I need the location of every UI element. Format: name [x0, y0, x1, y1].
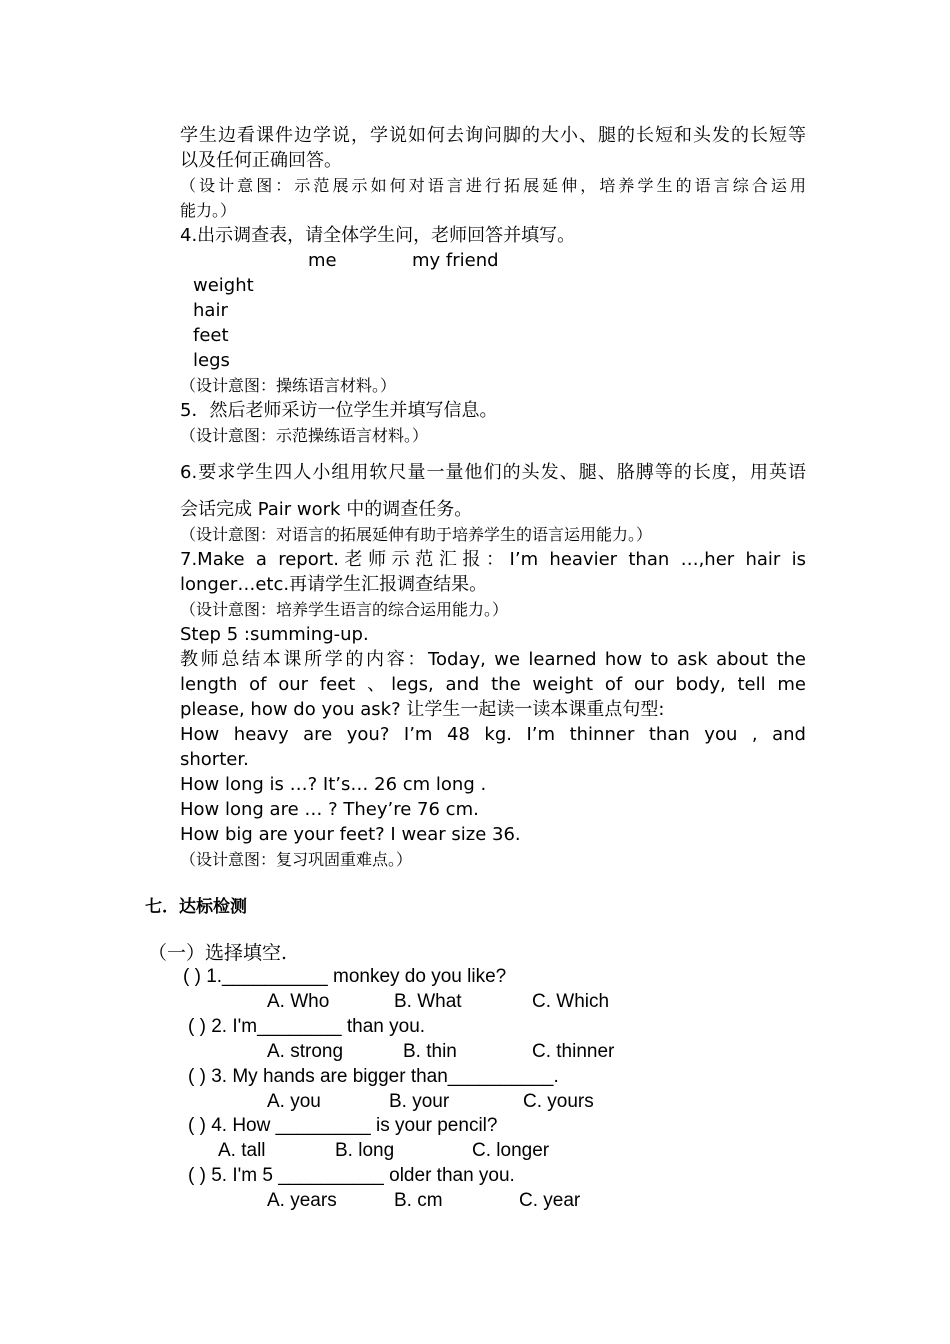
step-6-cont: 会话完成 Pair work 中的调查任务。 [180, 499, 473, 520]
design-note: （设计意图：操练语言材料。） [180, 376, 397, 395]
design-note: 能力。） [180, 201, 237, 220]
step-6: 6.要求学生四人小组用软尺量一量他们的头发、腿、胳膊等的长度，用英语 [180, 462, 806, 483]
option-a: A. years [267, 1190, 337, 1211]
design-note: （设计意图：示范操练语言材料。） [180, 426, 429, 445]
step-7: 7.Make a report.老师示范汇报：I’m heavier than …,her hair is [180, 549, 806, 570]
step-5-summing-up: Step 5 :summing-up. [180, 624, 369, 645]
option-b: B. your [389, 1091, 450, 1112]
design-note: （设计意图：示范展示如何对语言进行拓展延伸，培养学生的语言综合运用 [180, 176, 806, 195]
option-b: B. thin [403, 1041, 457, 1062]
option-b: B. cm [394, 1190, 443, 1211]
question-stem: ( ) 5. I'm 5 __________ older than you. [188, 1165, 515, 1186]
section-subtitle: （一）选择填空. [148, 942, 288, 964]
pattern-line: shorter. [180, 749, 249, 770]
option-c: C. longer [472, 1140, 550, 1161]
option-b: B. What [394, 991, 462, 1012]
pattern-line: How long are … ? They’re 76 cm. [180, 799, 479, 820]
question-stem: ( ) 1.__________ monkey do you like? [183, 966, 507, 987]
design-note: （设计意图：复习巩固重难点。） [180, 850, 413, 869]
step-4: 4.出示调查表，请全体学生问，老师回答并填写。 [180, 225, 576, 246]
question-stem: ( ) 4. How _________ is your pencil? [188, 1115, 498, 1136]
step-5: 5．然后老师采访一位学生并填写信息。 [180, 400, 498, 421]
survey-row-label: weight [193, 275, 254, 296]
option-c: C. yours [523, 1091, 594, 1112]
summary-line: 教师总结本课所学的内容：Today, we learned how to ask about the [180, 649, 806, 670]
option-c: C. year [519, 1190, 581, 1211]
survey-row-label: legs [193, 350, 230, 371]
option-c: C. Which [532, 991, 610, 1012]
question-stem: ( ) 3. My hands are bigger than__________. [188, 1066, 559, 1087]
option-a: A. strong [267, 1041, 344, 1062]
section-title: 七．达标检测 [145, 897, 247, 917]
step-7-cont: longer…etc.再请学生汇报调查结果。 [180, 574, 488, 595]
summary-line: please, how do you ask? 让学生一起读一读本课重点句型: [180, 699, 665, 720]
pattern-line: How big are your feet? I wear size 36. [180, 824, 521, 845]
pattern-line: How heavy are you? I’m 48 kg. I’m thinner than you , and [180, 724, 806, 745]
paragraph-line: 学生边看课件边学说，学说如何去询问脚的大小、腿的长短和头发的长短等 [180, 125, 806, 146]
question-stem: ( ) 2. I'm________ than you. [188, 1016, 426, 1037]
paragraph-line: 以及任何正确回答。 [180, 150, 342, 171]
option-c: C. thinner [532, 1041, 615, 1062]
survey-header-me: me [308, 250, 337, 271]
design-note: （设计意图：对语言的拓展延伸有助于培养学生的语言运用能力。） [180, 525, 653, 544]
survey-header-friend: my friend [412, 250, 499, 271]
survey-row-label: feet [193, 325, 229, 346]
option-b: B. long [335, 1140, 395, 1161]
option-a: A. Who [267, 991, 330, 1012]
pattern-line: How long is …? It’s… 26 cm long . [180, 774, 487, 795]
survey-row-label: hair [193, 300, 228, 321]
option-a: A. tall [218, 1140, 266, 1161]
design-note: （设计意图：培养学生语言的综合运用能力。） [180, 600, 509, 619]
summary-line: length of our feet 、legs, and the weight of our body, tell me [180, 674, 806, 695]
option-a: A. you [267, 1091, 321, 1112]
